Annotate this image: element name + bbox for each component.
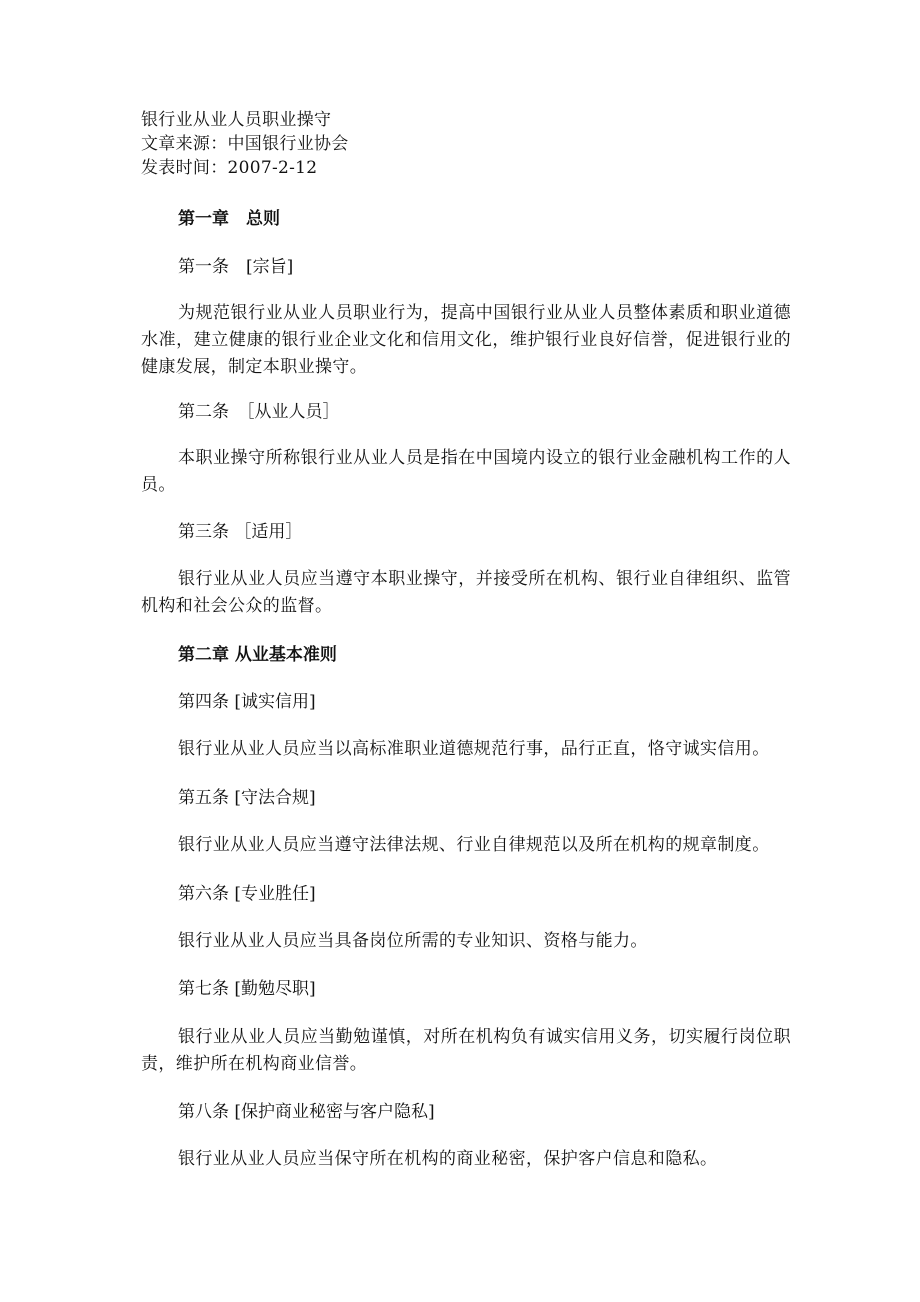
article-title: 第三条 ［适用］ [178, 522, 303, 542]
article-body: 银行业从业人员应当遵守法律法规、行业自律规范以及所在机构的规章制度。 [178, 835, 770, 855]
chapter-heading: 第一章 总则 [178, 209, 280, 229]
article-body: 为规范银行业从业人员职业行为，提高中国银行业从业人员整体素质和职业道德水准，建立健康的银行业企业文化和信用文化，维护银行业良好信誉，促进银行业的健康发展，制定本职业操守。 [141, 303, 791, 377]
chapter-heading: 第二章 从业基本准则 [178, 645, 337, 665]
article-title: 第四条 [诚实信用] [178, 692, 316, 712]
article-title: 第五条 [守法合规] [178, 788, 316, 808]
article-body: 银行业从业人员应当以高标准职业道德规范行事，品行正直，恪守诚实信用。 [178, 739, 770, 759]
article-title: 第七条 [勤勉尽职] [178, 979, 316, 999]
article-body: 银行业从业人员应当勤勉谨慎，对所在机构负有诚实信用义务，切实履行岗位职责，维护所在机构商业信誉。 [141, 1027, 791, 1074]
article-body: 银行业从业人员应当保守所在机构的商业秘密，保护客户信息和隐私。 [178, 1149, 718, 1169]
document-title: 银行业从业人员职业操守 [141, 110, 332, 130]
article-body: 银行业从业人员应当具备岗位所需的专业知识、资格与能力。 [178, 931, 648, 951]
article-title: 第一条 [宗旨] [178, 257, 294, 277]
document-published-date: 发表时间：2007-2-12 [141, 158, 318, 178]
document-source: 文章来源：中国银行业协会 [141, 134, 349, 154]
article-title: 第八条 [保护商业秘密与客户隐私] [178, 1102, 435, 1122]
article-title: 第六条 [专业胜任] [178, 884, 316, 904]
article-body: 银行业从业人员应当遵守本职业操守，并接受所在机构、银行业自律组织、监管机构和社会公众的监督。 [141, 569, 791, 616]
article-body: 本职业操守所称银行业从业人员是指在中国境内设立的银行业金融机构工作的人员。 [141, 448, 791, 495]
document-page [141, 108, 791, 1169]
article-title: 第二条 ［从业人员］ [178, 402, 340, 422]
